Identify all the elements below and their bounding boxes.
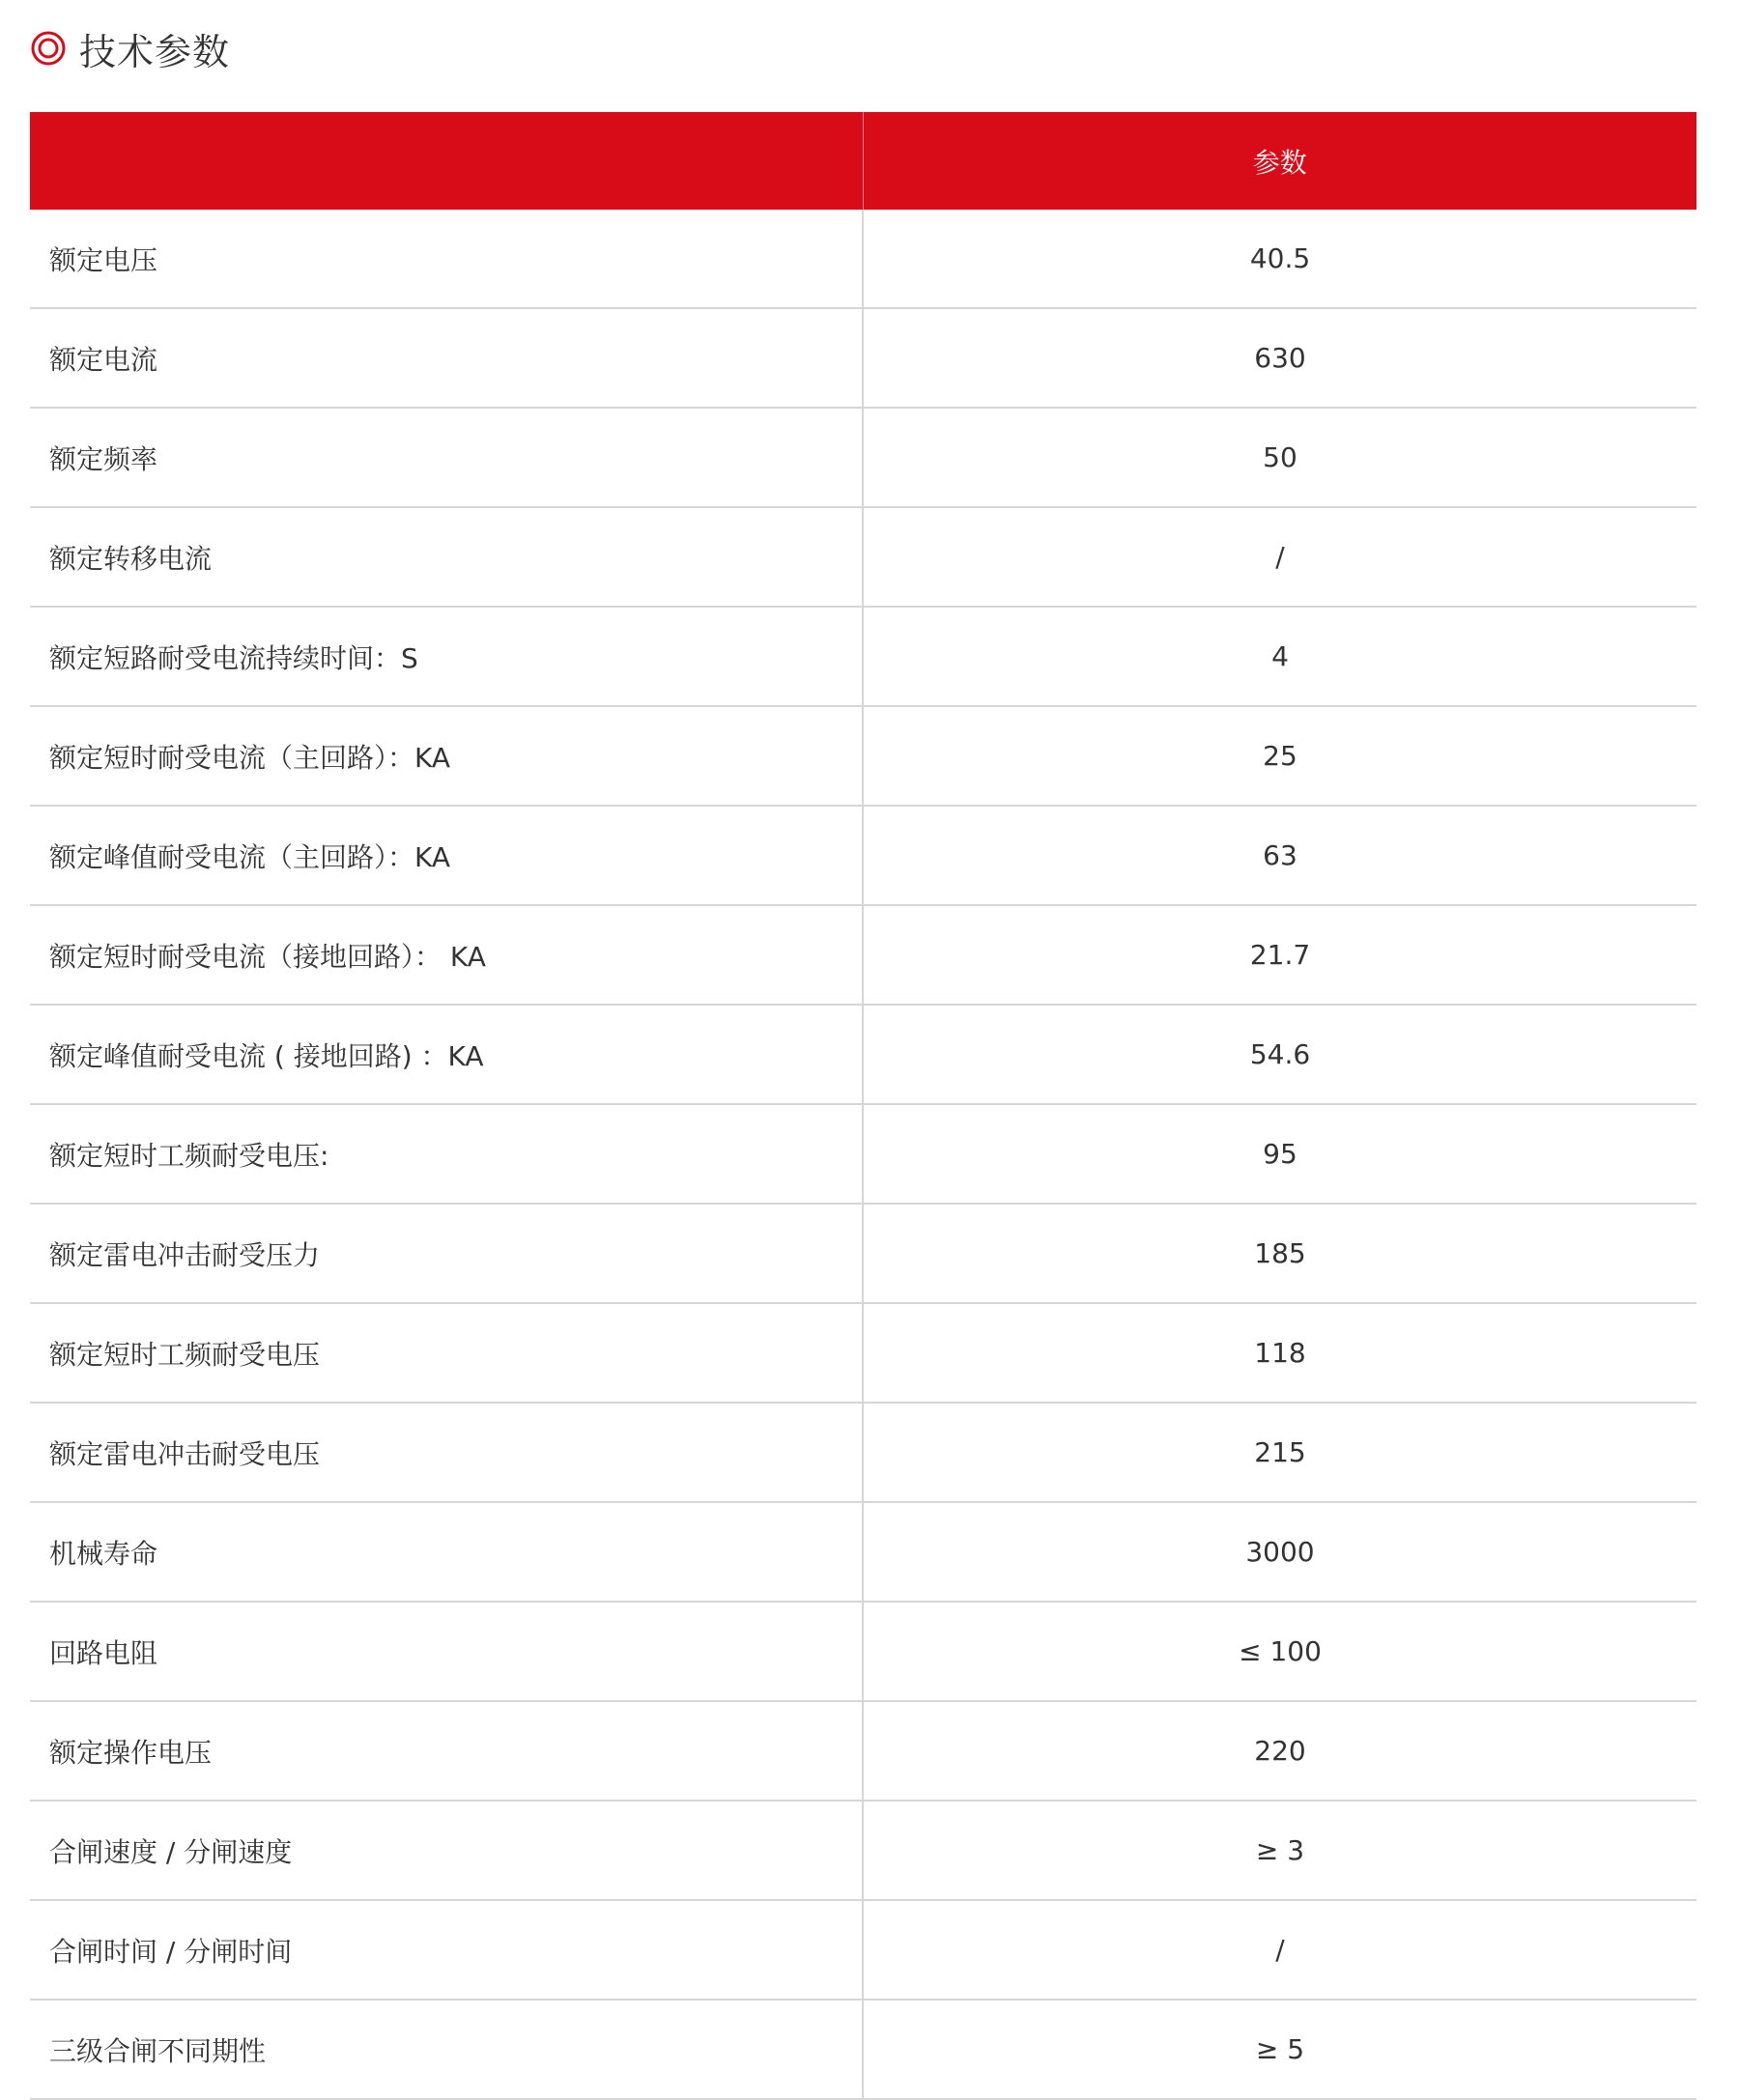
table-row <box>30 1204 1696 1303</box>
table-row <box>30 905 1696 1005</box>
section-header <box>29 19 230 77</box>
table-header-row <box>30 112 1696 210</box>
param-value: 95 <box>863 1104 1696 1204</box>
table-row <box>30 2000 1696 2099</box>
table-row <box>30 308 1696 408</box>
table-row <box>30 1104 1696 1204</box>
table-row <box>30 1502 1696 1602</box>
param-value: 21.7 <box>863 905 1696 1005</box>
param-value: 215 <box>863 1403 1696 1502</box>
table-row <box>30 1403 1696 1502</box>
header-name-cell <box>30 112 863 210</box>
param-name: 额定电流 <box>30 308 863 408</box>
param-name: 额定雷电冲击耐受电压 <box>30 1403 863 1502</box>
param-value: 63 <box>863 806 1696 905</box>
param-value: 4 <box>863 607 1696 706</box>
param-value: 25 <box>863 706 1696 806</box>
header-value-cell: 参数 <box>863 112 1696 210</box>
section-title: 技术参数 <box>79 30 231 73</box>
param-value: 50 <box>863 408 1696 507</box>
param-value: 630 <box>863 308 1696 408</box>
param-name: 额定短路耐受电流持续时间：S <box>30 607 863 706</box>
param-name: 额定短时耐受电流（接地回路）： KA <box>30 905 863 1005</box>
param-value: 185 <box>863 1204 1696 1303</box>
param-value: / <box>863 507 1696 607</box>
table-row <box>30 1900 1696 2000</box>
spec-table <box>30 112 1696 2100</box>
param-name: 合闸时间 / 分闸时间 <box>30 1900 863 2000</box>
param-value: ≥ 3 <box>863 1801 1696 1900</box>
param-value: 54.6 <box>863 1005 1696 1104</box>
param-value: 118 <box>863 1303 1696 1403</box>
table-row <box>30 1005 1696 1104</box>
param-name: 额定短时耐受电流（主回路）：KA <box>30 706 863 806</box>
param-name: 额定峰值耐受电流（主回路）：KA <box>30 806 863 905</box>
param-name: 额定操作电压 <box>30 1701 863 1801</box>
param-value: ≥ 5 <box>863 2000 1696 2099</box>
param-value: 40.5 <box>863 210 1696 308</box>
param-value: ≤ 100 <box>863 1602 1696 1701</box>
param-name: 额定频率 <box>30 408 863 507</box>
table-row <box>30 1602 1696 1701</box>
param-name: 额定电压 <box>30 210 863 308</box>
table-row <box>30 1701 1696 1801</box>
param-name: 机械寿命 <box>30 1502 863 1602</box>
param-name: 三级合闸不同期性 <box>30 2000 863 2099</box>
param-name: 额定短时工频耐受电压 <box>30 1303 863 1403</box>
table-row <box>30 607 1696 706</box>
param-name: 合闸速度 / 分闸速度 <box>30 1801 863 1900</box>
param-name: 回路电阻 <box>30 1602 863 1701</box>
table-row <box>30 408 1696 507</box>
table-row <box>30 1303 1696 1403</box>
param-name: 额定转移电流 <box>30 507 863 607</box>
table-row <box>30 806 1696 905</box>
param-name: 额定峰值耐受电流 ( 接地回路) ：KA <box>30 1005 863 1104</box>
table-row <box>30 210 1696 308</box>
param-value: / <box>863 1900 1696 2000</box>
table-row <box>30 507 1696 607</box>
table-row <box>30 1801 1696 1900</box>
table-row <box>30 706 1696 806</box>
param-name: 额定短时工频耐受电压: <box>30 1104 863 1204</box>
param-value: 3000 <box>863 1502 1696 1602</box>
param-name: 额定雷电冲击耐受压力 <box>30 1204 863 1303</box>
param-value: 220 <box>863 1701 1696 1801</box>
double-circle-icon <box>29 29 68 68</box>
